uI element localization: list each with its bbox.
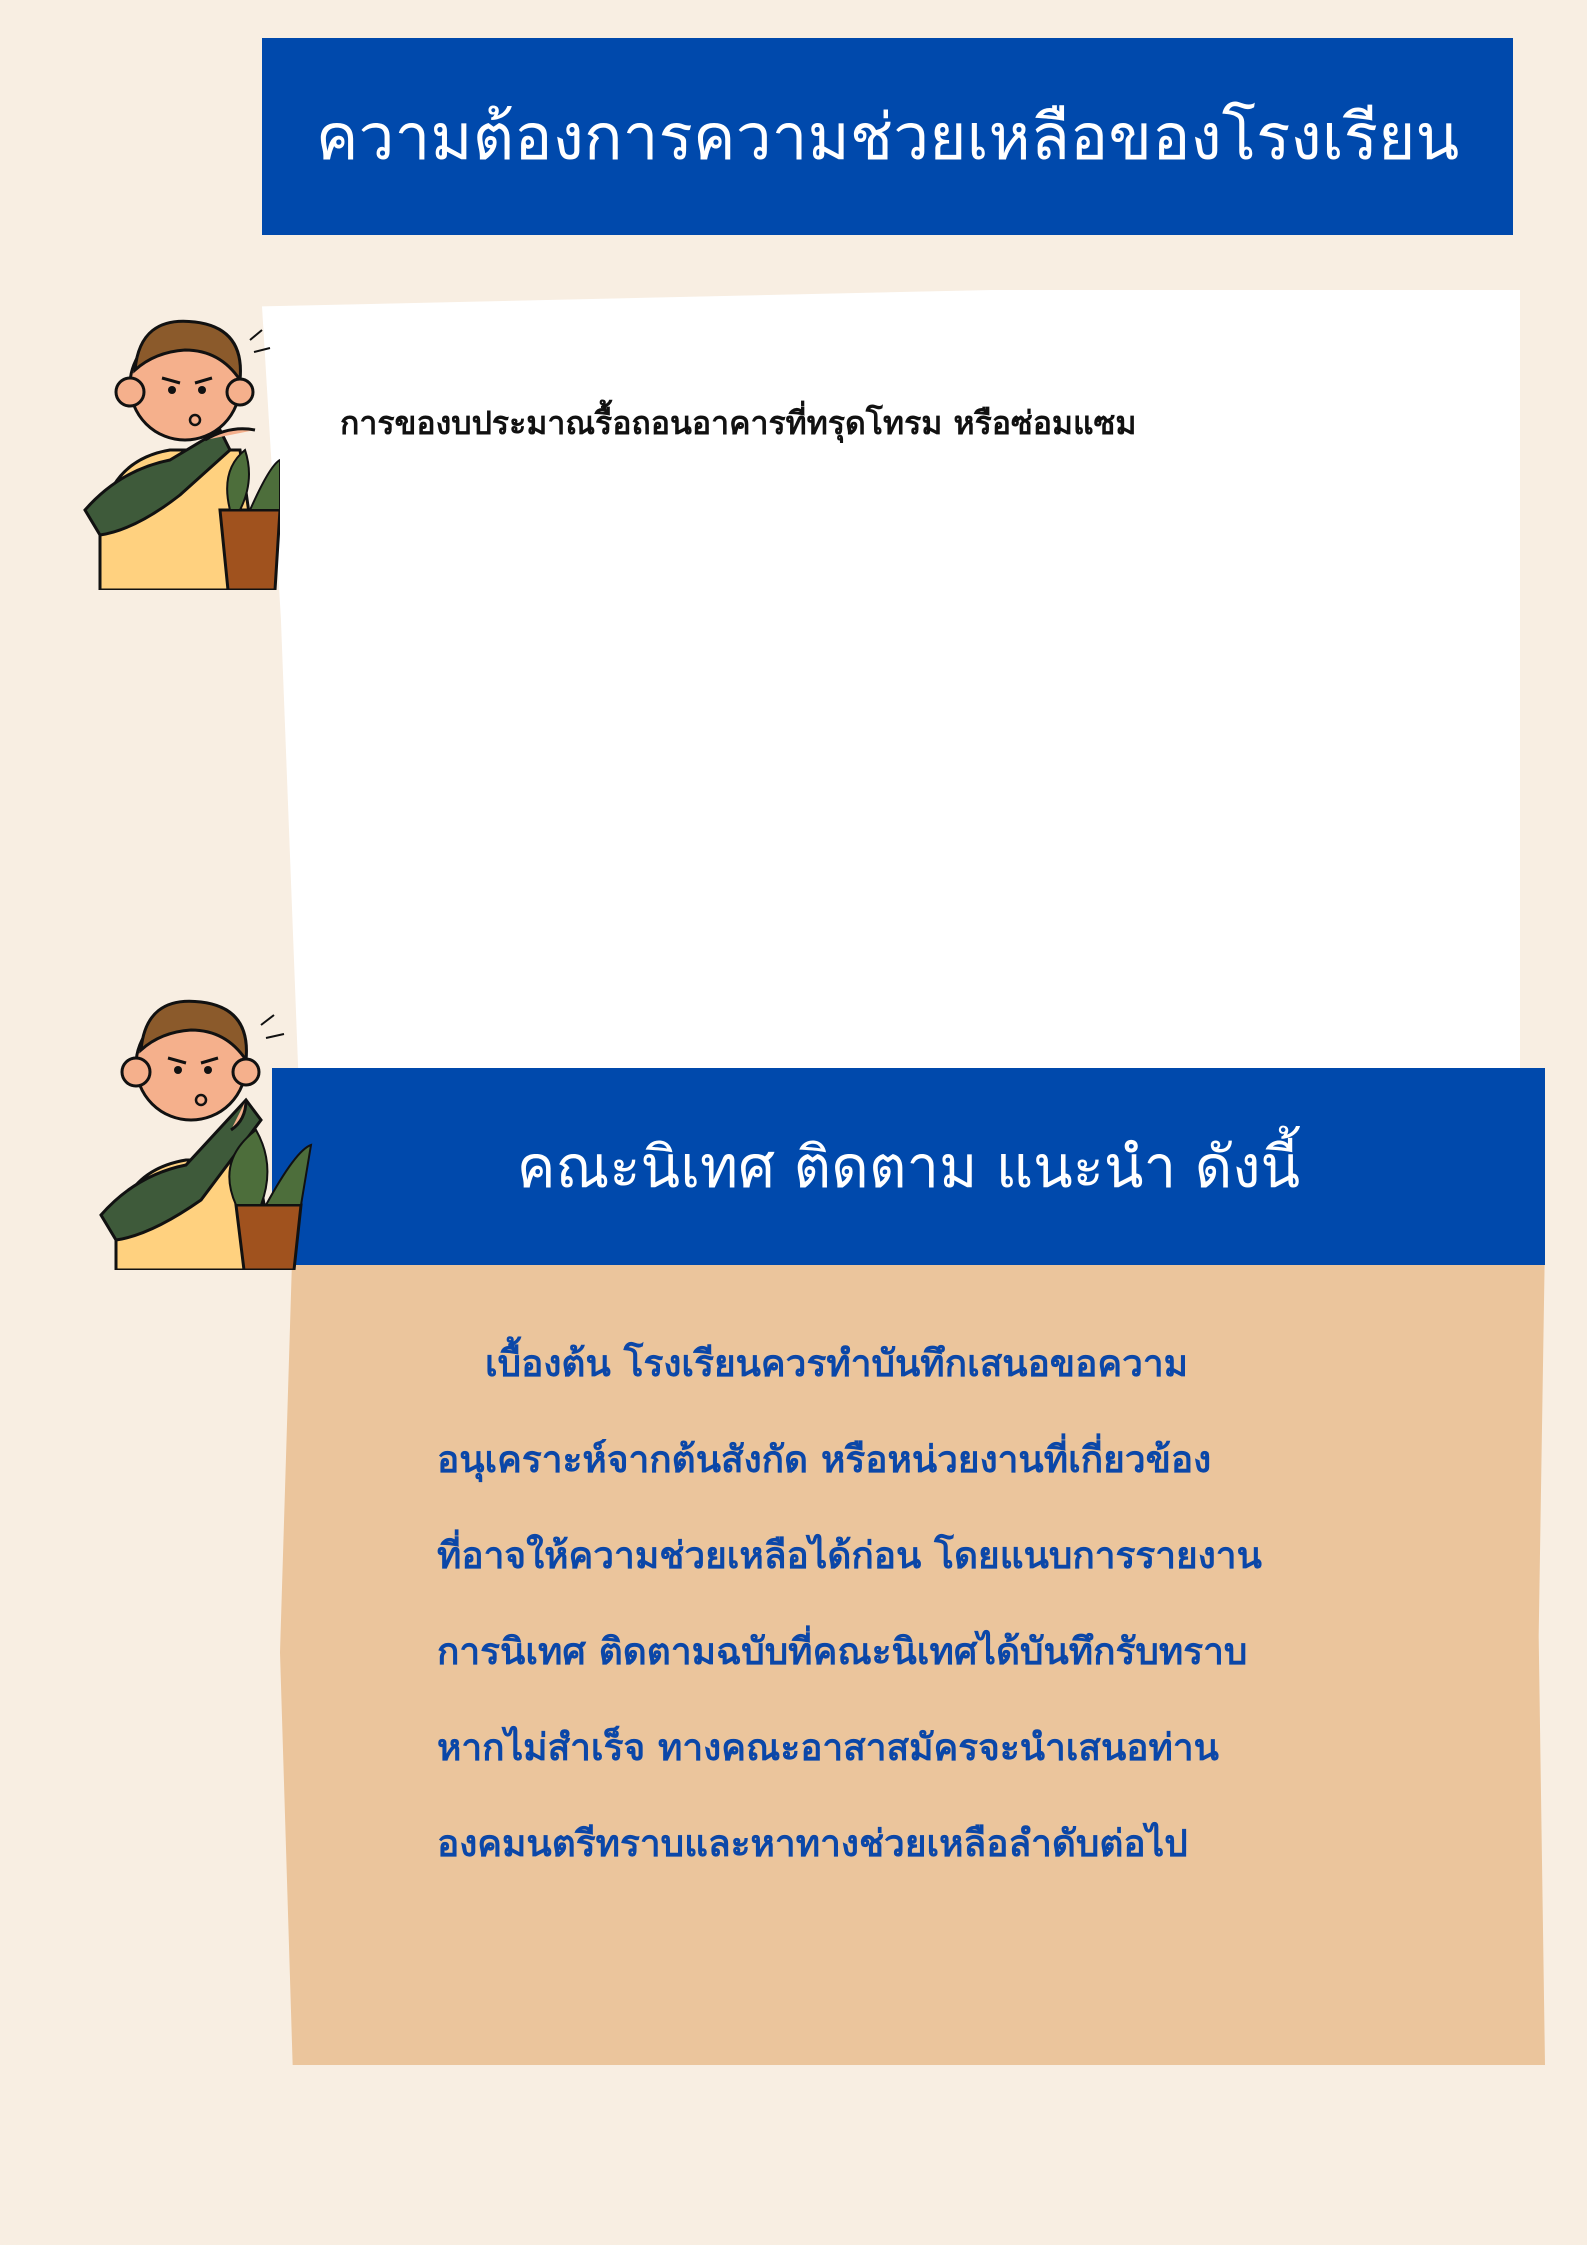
page-title: ความต้องการความช่วยเหลือของโรงเรียน <box>315 100 1460 175</box>
guidance-heading: คณะนิเทศ ติดตาม แนะนำ ดังนี้ <box>516 1133 1301 1201</box>
guidance-line: ที่อาจให้ความช่วยเหลือได้ก่อน โดยแนบการรายงาน <box>437 1533 1262 1577</box>
guidance-body <box>437 1325 1457 1901</box>
man-with-plant-illustration <box>80 300 280 590</box>
guidance-line: การนิเทศ ติดตามฉบับที่คณะนิเทศได้บันทึกรับทราบ <box>437 1629 1248 1673</box>
guidance-line: เบื้องต้น โรงเรียนควรทำบันทึกเสนอขอความ <box>485 1341 1189 1385</box>
guidance-line: องคมนตรีทราบและหาทางช่วยเหลือลำดับต่อไป <box>437 1821 1188 1865</box>
guidance-line: หากไม่สำเร็จ ทางคณะอาสาสมัครจะนำเสนอท่าน <box>437 1725 1219 1769</box>
guidance-line: อนุเคราะห์จากต้นสังกัด หรือหน่วยงานที่เกี่ยวข้อง <box>437 1437 1212 1481</box>
man-with-plant-illustration <box>96 980 316 1270</box>
guidance-title-bar <box>272 1068 1545 1265</box>
request-heading: การของบประมาณรื้อถอนอาคารที่ทรุดโทรม หรือซ่อมแซม <box>340 404 1137 442</box>
title-bar <box>262 38 1513 235</box>
